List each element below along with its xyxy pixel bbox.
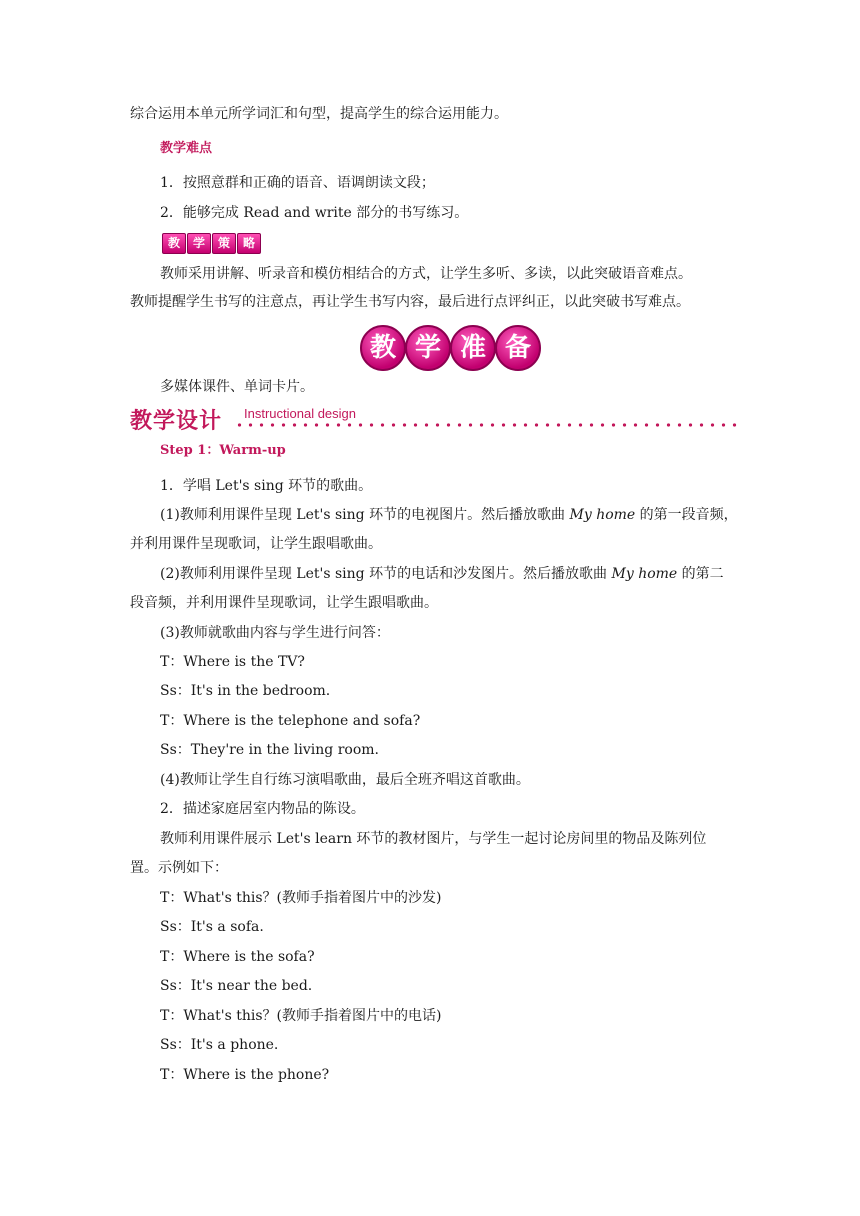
- example-line: T：Where is the phone?: [160, 1067, 330, 1083]
- dialogue-line: Ss：They're in the living room.: [160, 742, 379, 758]
- badge-char: 策: [212, 233, 236, 254]
- badge-char: 略: [237, 233, 261, 254]
- paragraph-intro: 综合运用本单元所学词汇和句型，提高学生的综合运用能力。: [130, 106, 508, 122]
- example-line: T：Where is the sofa?: [160, 949, 315, 965]
- badge-char: 准: [450, 325, 496, 371]
- step1-para-5-cont: 置。示例如下：: [130, 860, 228, 876]
- strategy-line-2: 教师提醒学生书写的注意点，再让学生书写内容，最后进行点评纠正，以此突破书写难点。: [130, 294, 690, 310]
- badge-char: 学: [405, 325, 451, 371]
- song-title: My home: [569, 507, 636, 523]
- difficulty-item-1: 1．按照意群和正确的语音、语调朗读文段；: [160, 175, 435, 191]
- strategy-line-1: 教师采用讲解、听录音和模仿相结合的方式，让学生多听、多读，以此突破语音难点。: [160, 266, 692, 282]
- example-line: Ss：It's a sofa.: [160, 919, 264, 935]
- step1-para-4: (4)教师让学生自行练习演唱歌曲，最后全班齐唱这首歌曲。: [160, 772, 530, 788]
- example-line: T：What's this？(教师手指着图片中的沙发): [160, 890, 442, 906]
- difficulty-item-2: 2．能够完成 Read and write 部分的书写练习。: [160, 205, 469, 221]
- step1-para-5: 教师利用课件展示 Let's learn 环节的教材图片，与学生一起讨论房间里的物品及陈列位: [160, 831, 707, 847]
- dialogue-line: Ss：It's in the bedroom.: [160, 683, 331, 699]
- step1-para-2: (2)教师利用课件呈现 Let's sing 环节的电话和沙发图片。然后播放歌曲 My home 的第二: [160, 566, 724, 582]
- step1-para-1-cont: 并利用课件呈现歌词，让学生跟唱歌曲。: [130, 536, 382, 552]
- step1-subitem-2: 2．描述家庭居室内物品的陈设。: [160, 801, 365, 817]
- badge-char: 教: [360, 325, 406, 371]
- badge-char: 学: [187, 233, 211, 254]
- prep-badge: [360, 325, 540, 371]
- song-title: My home: [611, 566, 678, 582]
- badge-char: 教: [162, 233, 186, 254]
- step1-heading: Step 1：Warm-up: [160, 443, 286, 458]
- section-header-design: [130, 402, 740, 434]
- prep-text: 多媒体课件、单词卡片。: [160, 379, 314, 395]
- badge-char: 备: [495, 325, 541, 371]
- example-line: Ss：It's a phone.: [160, 1037, 279, 1053]
- step1-para-3: (3)教师就歌曲内容与学生进行问答：: [160, 625, 390, 641]
- difficulty-heading: 教学难点: [160, 141, 213, 156]
- dialogue-line: T：Where is the TV?: [160, 654, 305, 670]
- step1-para-2-cont: 段音频，并利用课件呈现歌词，让学生跟唱歌曲。: [130, 595, 438, 611]
- example-line: T：What's this？(教师手指着图片中的电话): [160, 1008, 442, 1024]
- dialogue-line: T：Where is the telephone and sofa?: [160, 713, 421, 729]
- step1-subitem-1: 1．学唱 Let's sing 环节的歌曲。: [160, 478, 373, 494]
- example-line: Ss：It's near the bed.: [160, 978, 313, 994]
- strategy-badge: [162, 233, 261, 254]
- section-subtitle: Instructional design: [244, 406, 357, 421]
- section-title: 教学设计: [130, 409, 223, 434]
- step1-para-1: (1)教师利用课件呈现 Let's sing 环节的电视图片。然后播放歌曲 My home 的第一段音频，: [160, 507, 738, 523]
- dotted-divider: [234, 422, 740, 428]
